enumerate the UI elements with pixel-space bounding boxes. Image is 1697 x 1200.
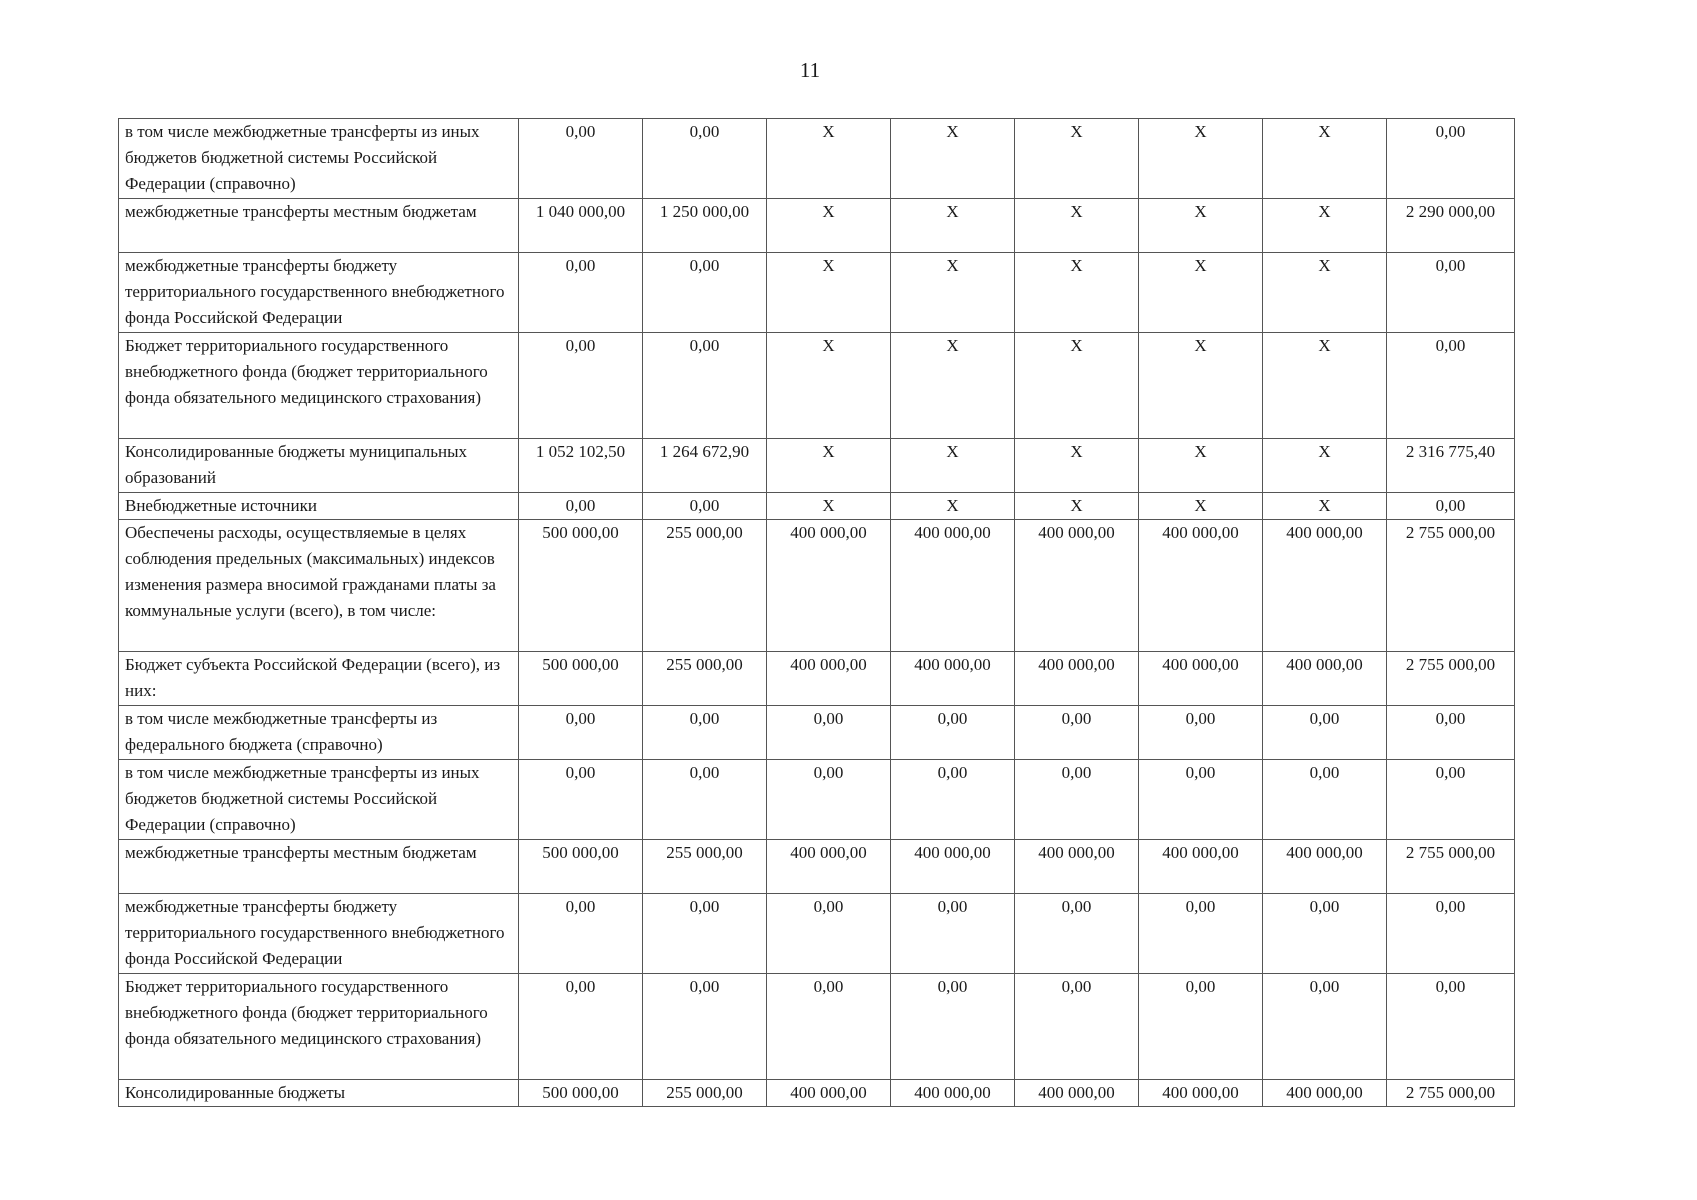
table-cell: X <box>891 333 1015 439</box>
table-cell: X <box>1263 493 1387 520</box>
table-cell: 0,00 <box>643 894 767 974</box>
table-cell: 0,00 <box>1015 760 1139 840</box>
table-cell: 0,00 <box>1015 974 1139 1080</box>
table-cell: X <box>1263 253 1387 333</box>
table-cell: X <box>1015 199 1139 253</box>
table-cell: 0,00 <box>1263 894 1387 974</box>
table-cell: 0,00 <box>643 333 767 439</box>
table-cell: 400 000,00 <box>1015 520 1139 652</box>
row-label: Консолидированные бюджеты муниципальных образований <box>119 439 519 493</box>
table-cell: 0,00 <box>1015 706 1139 760</box>
table-cell: 400 000,00 <box>1015 840 1139 894</box>
table-cell: X <box>1015 119 1139 199</box>
table-cell: 0,00 <box>891 760 1015 840</box>
row-label: в том числе межбюджетные трансферты из федерального бюджета (справочно) <box>119 706 519 760</box>
table-cell: 0,00 <box>519 974 643 1080</box>
table-cell: X <box>1139 493 1263 520</box>
table-cell: 0,00 <box>519 253 643 333</box>
table-row <box>119 652 1515 706</box>
table-cell: 0,00 <box>891 894 1015 974</box>
table-cell: 500 000,00 <box>519 652 643 706</box>
table-cell: X <box>1263 439 1387 493</box>
table-cell: 0,00 <box>767 706 891 760</box>
table-cell: 400 000,00 <box>1263 520 1387 652</box>
table-cell: 0,00 <box>1387 706 1515 760</box>
table-cell: X <box>1015 333 1139 439</box>
table-cell: 0,00 <box>643 706 767 760</box>
table-cell: X <box>767 493 891 520</box>
table-cell: 400 000,00 <box>767 840 891 894</box>
table-row <box>119 1080 1515 1107</box>
table-cell: 1 250 000,00 <box>643 199 767 253</box>
row-label: Обеспечены расходы, осуществляемые в целях соблюдения предельных (максимальных) индексов изменения размера вносимой гражданами платы за коммунальные услуги (всего), в том числе: <box>119 520 519 652</box>
table-row <box>119 253 1515 333</box>
table-cell: 0,00 <box>1387 119 1515 199</box>
table-cell: 400 000,00 <box>1015 1080 1139 1107</box>
table-cell: 400 000,00 <box>891 520 1015 652</box>
table-body <box>119 119 1515 1107</box>
table-cell: 0,00 <box>643 493 767 520</box>
table-cell: 0,00 <box>1387 253 1515 333</box>
table-cell: 400 000,00 <box>891 840 1015 894</box>
table-cell: 0,00 <box>1387 894 1515 974</box>
table-cell: 1 040 000,00 <box>519 199 643 253</box>
table-cell: 400 000,00 <box>891 1080 1015 1107</box>
table-cell: 255 000,00 <box>643 520 767 652</box>
table-cell: 400 000,00 <box>1263 652 1387 706</box>
table-cell: X <box>1263 199 1387 253</box>
table-cell: 255 000,00 <box>643 652 767 706</box>
table-row <box>119 493 1515 520</box>
table-cell: 0,00 <box>1263 760 1387 840</box>
table-row <box>119 894 1515 974</box>
table-cell: 400 000,00 <box>1139 1080 1263 1107</box>
table-cell: 400 000,00 <box>767 1080 891 1107</box>
table-cell: 2 755 000,00 <box>1387 520 1515 652</box>
table-cell: 2 755 000,00 <box>1387 652 1515 706</box>
table-cell: 0,00 <box>767 894 891 974</box>
table-cell: 0,00 <box>1263 974 1387 1080</box>
table-cell: 2 755 000,00 <box>1387 1080 1515 1107</box>
table-cell: 500 000,00 <box>519 1080 643 1107</box>
row-label: в том числе межбюджетные трансферты из иных бюджетов бюджетной системы Российской Федерации (справочно) <box>119 760 519 840</box>
row-label: межбюджетные трансферты бюджету территориального государственного внебюджетного фонда Российской Федерации <box>119 253 519 333</box>
table-cell: 0,00 <box>519 706 643 760</box>
row-label: межбюджетные трансферты местным бюджетам <box>119 199 519 253</box>
table-cell: 0,00 <box>519 760 643 840</box>
table-cell: 500 000,00 <box>519 520 643 652</box>
table-cell: X <box>767 253 891 333</box>
row-label: Внебюджетные источники <box>119 493 519 520</box>
table-cell: X <box>1139 119 1263 199</box>
row-label: в том числе межбюджетные трансферты из иных бюджетов бюджетной системы Российской Федерации (справочно) <box>119 119 519 199</box>
row-label: Бюджет территориального государственного внебюджетного фонда (бюджет территориального фонда обязательного медицинского страхования) <box>119 974 519 1080</box>
table-cell: 255 000,00 <box>643 840 767 894</box>
budget-table <box>118 118 1515 1107</box>
table-cell: 0,00 <box>1139 894 1263 974</box>
table-cell: 400 000,00 <box>1139 520 1263 652</box>
table-cell: 0,00 <box>519 333 643 439</box>
table-cell: 0,00 <box>519 493 643 520</box>
table-cell: 0,00 <box>643 974 767 1080</box>
table-cell: 400 000,00 <box>1015 652 1139 706</box>
table-cell: X <box>1015 493 1139 520</box>
table-cell: 0,00 <box>891 974 1015 1080</box>
table-cell: X <box>1263 333 1387 439</box>
table-cell: X <box>1139 333 1263 439</box>
table-cell: 1 264 672,90 <box>643 439 767 493</box>
table-cell: 0,00 <box>1387 974 1515 1080</box>
table-cell: X <box>767 119 891 199</box>
table-cell: 400 000,00 <box>1139 840 1263 894</box>
table-row <box>119 840 1515 894</box>
table-cell: X <box>1263 119 1387 199</box>
table-cell: 400 000,00 <box>1139 652 1263 706</box>
table-row <box>119 760 1515 840</box>
table-cell: X <box>891 119 1015 199</box>
row-label: межбюджетные трансферты бюджету территориального государственного внебюджетного фонда Российской Федерации <box>119 894 519 974</box>
table-row <box>119 706 1515 760</box>
table-cell: 0,00 <box>519 894 643 974</box>
table-row <box>119 119 1515 199</box>
row-label: межбюджетные трансферты местным бюджетам <box>119 840 519 894</box>
table-cell: X <box>1015 439 1139 493</box>
table-row <box>119 974 1515 1080</box>
table-cell: X <box>891 439 1015 493</box>
table-cell: 400 000,00 <box>1263 1080 1387 1107</box>
table-row <box>119 439 1515 493</box>
table-cell: 400 000,00 <box>767 520 891 652</box>
table-cell: X <box>1139 253 1263 333</box>
table-cell: X <box>1139 439 1263 493</box>
page-number: 11 <box>799 58 821 82</box>
row-label: Консолидированные бюджеты <box>119 1080 519 1107</box>
table-cell: 0,00 <box>891 706 1015 760</box>
table-cell: 0,00 <box>1387 760 1515 840</box>
table-cell: X <box>767 333 891 439</box>
table-cell: 0,00 <box>767 974 891 1080</box>
table-cell: X <box>1015 253 1139 333</box>
table-cell: 2 290 000,00 <box>1387 199 1515 253</box>
table-cell: X <box>1139 199 1263 253</box>
table-cell: 0,00 <box>519 119 643 199</box>
table-cell: 400 000,00 <box>767 652 891 706</box>
table-cell: X <box>891 493 1015 520</box>
table-cell: 0,00 <box>1139 974 1263 1080</box>
table-cell: 0,00 <box>643 760 767 840</box>
table-row <box>119 333 1515 439</box>
table-cell: 0,00 <box>1015 894 1139 974</box>
table-cell: 0,00 <box>643 119 767 199</box>
table-cell: 0,00 <box>1387 493 1515 520</box>
table-cell: 2 755 000,00 <box>1387 840 1515 894</box>
table-row <box>119 520 1515 652</box>
table-cell: X <box>767 199 891 253</box>
table-cell: 255 000,00 <box>643 1080 767 1107</box>
table-cell: 0,00 <box>767 760 891 840</box>
row-label: Бюджет территориального государственного внебюджетного фонда (бюджет территориального фонда обязательного медицинского страхования) <box>119 333 519 439</box>
table-cell: 0,00 <box>643 253 767 333</box>
table-cell: 2 316 775,40 <box>1387 439 1515 493</box>
table-cell: X <box>767 439 891 493</box>
row-label: Бюджет субъекта Российской Федерации (всего), из них: <box>119 652 519 706</box>
table-cell: 400 000,00 <box>1263 840 1387 894</box>
table-cell: 0,00 <box>1139 706 1263 760</box>
table-cell: 500 000,00 <box>519 840 643 894</box>
table-row <box>119 199 1515 253</box>
table-cell: 0,00 <box>1139 760 1263 840</box>
table-cell: X <box>891 199 1015 253</box>
table-cell: 1 052 102,50 <box>519 439 643 493</box>
table-cell: X <box>891 253 1015 333</box>
table-cell: 0,00 <box>1387 333 1515 439</box>
table-cell: 0,00 <box>1263 706 1387 760</box>
table-cell: 400 000,00 <box>891 652 1015 706</box>
